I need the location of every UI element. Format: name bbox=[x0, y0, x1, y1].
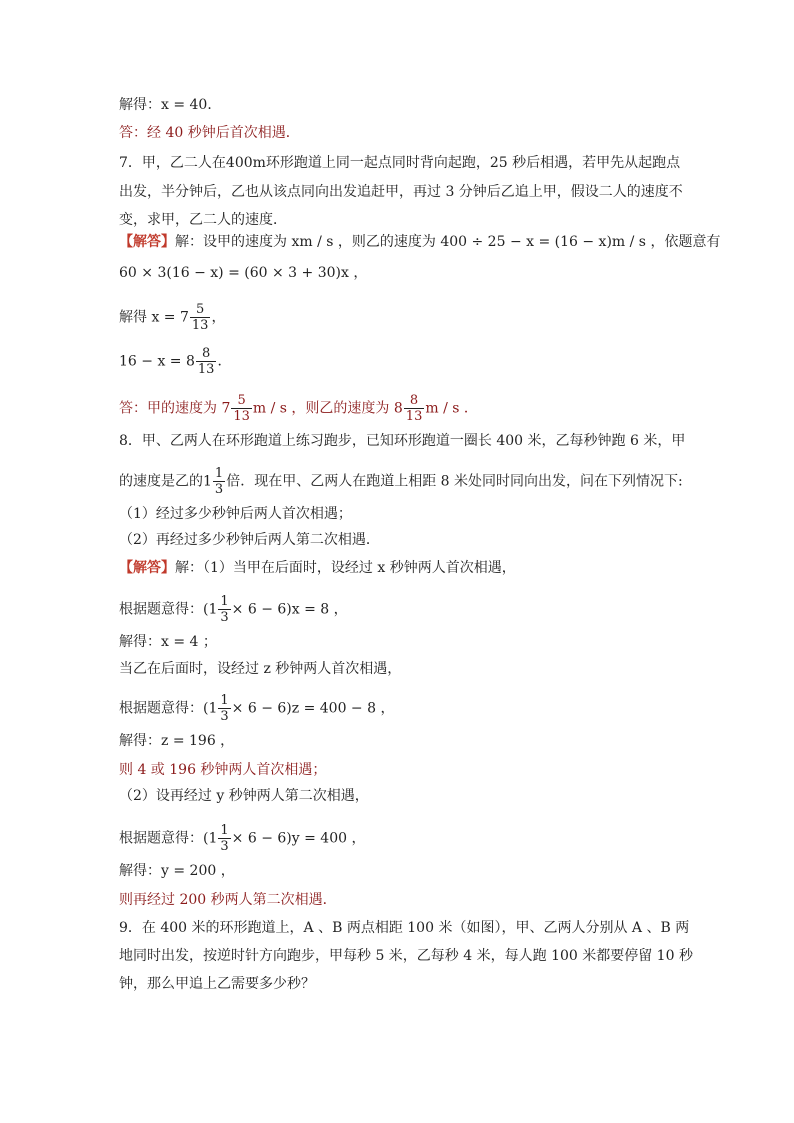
answer-8-part-1: 则 4 或 196 秒钟两人首次相遇； bbox=[119, 762, 327, 778]
problem-8-line-1: 8．甲、乙两人在环形跑道上练习跑步，已知环形跑道一圈长 400 米，乙每秒钟跑 6 米，甲 bbox=[119, 433, 686, 449]
solution-7-intro: 【解答】解：设甲的速度为 xm / s ，则乙的速度为 400 ÷ 25 − x = (16 − x)m / s ，依题意有 bbox=[119, 234, 721, 250]
problem-8-part-1: （1）经过多少秒钟后两人首次相遇； bbox=[119, 506, 352, 522]
fraction: $\frac{1}{3}$ bbox=[214, 466, 224, 497]
solution-8-eq-1: 根据题意得：(1 $\frac{1}{3}$ × 6 − 6)x = 8 ， bbox=[119, 594, 348, 625]
solution-8-eq-2: 根据题意得：(1 $\frac{1}{3}$ × 6 − 6)z = 400 − 8 ， bbox=[119, 693, 395, 724]
solution-7-x: 解得 x = 7 $\frac{5}{13}$ ， bbox=[119, 302, 226, 333]
answer-tag: 【解答】 bbox=[119, 560, 175, 576]
problem-9-line-1: 9．在 400 米的环形跑道上，A 、B 两点相距 100 米（如图），甲、乙两人分别从 A 、B 两 bbox=[119, 920, 690, 936]
fraction: $\frac{1}{3}$ bbox=[220, 594, 229, 625]
solution-8-y: 解得：y = 200 ， bbox=[119, 863, 235, 879]
problem-9-line-2: 地同时出发，按逆时针方向跑步，甲每秒 5 米，乙每秒 4 米，每人跑 100 米都要停留 10 秒 bbox=[119, 948, 693, 964]
solution-7-equation: 60 × 3(16 − x) = (60 × 3 + 30)x ， bbox=[119, 265, 368, 281]
problem-8-part-2: （2）再经过多少秒钟后两人第二次相遇． bbox=[119, 532, 380, 548]
answer-6: 答：经 40 秒钟后首次相遇． bbox=[119, 125, 300, 141]
problem-9-line-3: 钟，那么甲追上乙需要多少秒？ bbox=[119, 976, 315, 992]
solution-8-case-2: 当乙在后面时，设经过 z 秒钟两人首次相遇， bbox=[119, 661, 402, 677]
solution-result-6: 解得：x = 40． bbox=[119, 97, 222, 113]
problem-8-line-2: 的速度是乙的1 $\frac{1}{3}$ 倍．现在甲、乙两人在跑道上相距 8 米处同时同向出发，问在下列情况下: bbox=[119, 466, 683, 497]
fraction: $\frac{5}{13}$ bbox=[233, 393, 250, 424]
problem-7-line-2: 出发，半分钟后，乙也从该点同向出发追赶甲，再过 3 分钟后乙追上甲，假设二人的速度不 bbox=[119, 184, 683, 200]
solution-7-y: 16 − x = 8 $\frac{8}{13}$ ． bbox=[119, 346, 232, 377]
problem-7-line-3: 变，求甲，乙二人的速度． bbox=[119, 212, 287, 228]
answer-tag: 【解答】 bbox=[119, 234, 175, 250]
fraction: $\frac{5}{13}$ bbox=[191, 302, 209, 333]
answer-7: 答：甲的速度为 7 $\frac{5}{13}$ m / s ，则乙的速度为 8 $\frac{8}{13}$ m / s ． bbox=[119, 393, 478, 424]
solution-8-eq-3: 根据题意得：(1 $\frac{1}{3}$ × 6 − 6)y = 400 ， bbox=[119, 823, 366, 854]
fraction: $\frac{1}{3}$ bbox=[220, 823, 229, 854]
solution-8-part-2: （2）设再经过 y 秒钟两人第二次相遇， bbox=[119, 788, 369, 804]
solution-8-z: 解得：z = 196 ， bbox=[119, 733, 235, 749]
solution-8-x: 解得：x = 4 ； bbox=[119, 634, 217, 650]
solution-8-intro: 【解答】解：（1）当甲在后面时，设经过 x 秒钟两人首次相遇， bbox=[119, 560, 516, 576]
problem-7-line-1: 7．甲，乙二人在400m环形跑道上同一起点同时背向起跑，25 秒后相遇，若甲先从起跑点 bbox=[119, 155, 681, 171]
answer-8-part-2: 则再经过 200 秒两人第二次相遇． bbox=[119, 892, 337, 908]
fraction: $\frac{1}{3}$ bbox=[220, 693, 229, 724]
fraction: $\frac{8}{13}$ bbox=[405, 393, 423, 424]
fraction: $\frac{8}{13}$ bbox=[197, 346, 215, 377]
